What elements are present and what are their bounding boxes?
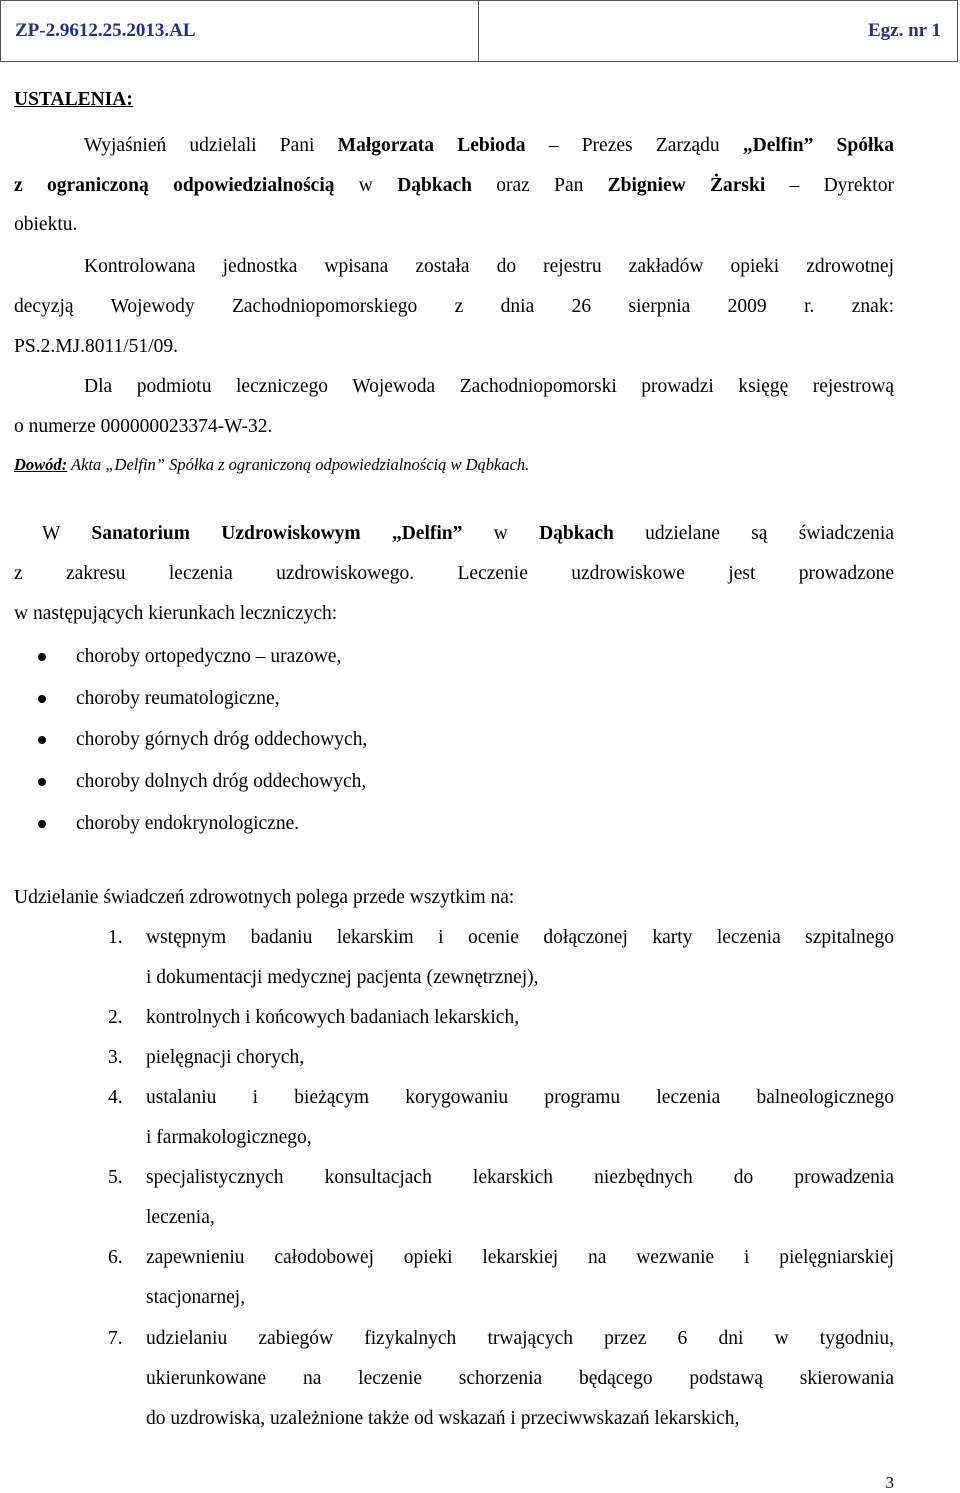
sanatorium-line-3: w następujących kierunkach leczniczych: [14, 603, 338, 624]
registry-line-3: PS.2.MJ.8011/51/09. [14, 336, 178, 357]
registry-line-2: decyzją Wojewody Zachodniopomorskiego z dnia 26 sierpnia 2009 r. znak: [14, 296, 894, 317]
evidence-note: Dowód: Akta „Delfin” Spółka z ograniczoną odpowiedzialnością w Dąbkach. [14, 455, 530, 474]
section-heading: USTALENIA: [14, 89, 133, 110]
document-header [0, 0, 958, 62]
bullet-icon [38, 653, 46, 661]
ledger-line-1: Dla podmiotu leczniczego Wojewoda Zachodniopomorski prowadzi księgę rejestrową [84, 376, 894, 397]
ledger-line-2: o numerze 000000023374-W-32. [14, 416, 273, 437]
explanations-line-3: obiektu. [14, 214, 78, 235]
bullet-icon [38, 820, 46, 828]
bullet-icon [38, 736, 46, 744]
reference-number: ZP-2.9612.25.2013.AL [1, 1, 479, 61]
page-number: 3 [885, 1473, 894, 1492]
services-intro: Udzielanie świadczeń zdrowotnych polega przede wszytkim na: [14, 887, 515, 908]
explanations-line-2: z ograniczoną odpowiedzialnością w Dąbkach oraz Pan Zbigniew Żarski – Dyrektor [14, 175, 894, 196]
bullet-icon [38, 695, 46, 703]
copy-number: Egz. nr 1 [867, 20, 941, 41]
registry-line-1: Kontrolowana jednostka wpisana została do rejestru zakładów opieki zdrowotnej [84, 256, 894, 277]
explanations-line-1: Wyjaśnień udzielali Pani Małgorzata Lebioda – Prezes Zarządu „Delfin” Spółka [84, 135, 894, 156]
bullet-icon [38, 778, 46, 786]
sanatorium-line-1: W Sanatorium Uzdrowiskowym „Delfin” w Dąbkach udzielane są świadczenia [42, 523, 894, 544]
sanatorium-line-2: z zakresu leczenia uzdrowiskowego. Leczenie uzdrowiskowe jest prowadzone [14, 563, 894, 584]
